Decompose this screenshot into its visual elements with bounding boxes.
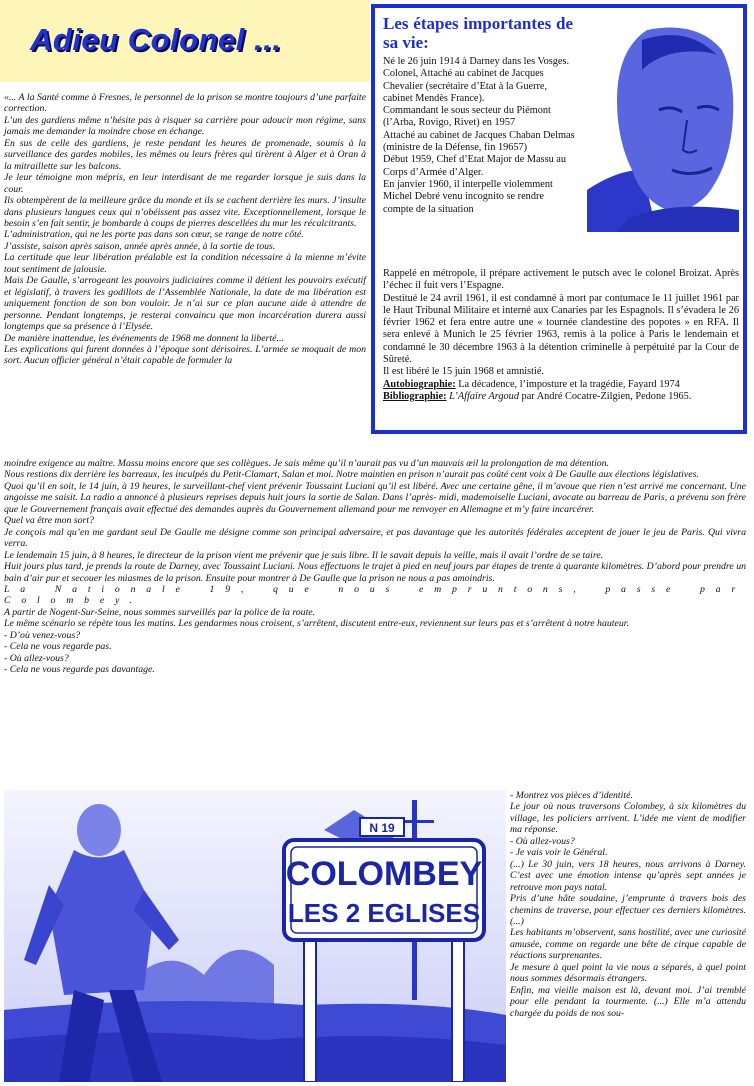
- biography-timeline-wide: [383, 268, 739, 403]
- narrative-paragraph: Le même scénario se répète tous les matins. Les gendarmes nous croisent, s’arrêtent, discutent entre-eux, reviennent sur leurs pas et s’arrêtent à notre hauteur.: [4, 618, 629, 630]
- bibliography-label: Bibliographie:: [383, 390, 447, 402]
- narrative-paragraph: Le jour où nous traversons Colombey, à six kilomètres du village, les policiers arrivent. L’idée me vient de modifier ma réponse.: [510, 801, 746, 836]
- narrative-paragraph: La certitude que leur libération préalable est la condition nécessaire à la mienne m’évite tout sentiment de jalousie.: [4, 252, 366, 275]
- biography-box: [371, 4, 747, 434]
- narrative-paragraph: Je mesure à quel point la vie nous a séparés, à quel point nous sommes désormais étrangers.: [510, 961, 746, 985]
- narrative-paragraph: moindre exigence au maître. Massu moins encore que ses collègues. Je sais même qu’il n’aurait pas vu d’un mauvais œil la prolongation de ma détention.: [4, 458, 610, 469]
- autobiography-text: La décadence, l’imposture et la tragédie, Fayard 1974: [455, 378, 680, 390]
- dialogue-line: - D’où venez-vous?: [4, 629, 81, 641]
- bio-entry: En janvier 1960, il interpelle violemment Michel Debré venu incognito se rendre compte de la situation: [383, 178, 553, 215]
- narrative-paragraph: Huit jours plus tard, je prends la route de Darney, avec Toussaint Luciani. Nous effectuons le trajet à pied en neuf jours par étapes de trente à quarante kilomètres. D’abord pour prendre un bain d’air pur et secouer les miasmes de la prison. Ensuite pour montrer à De Gaulle que la prison ne nous a pas amoindris.: [4, 561, 746, 584]
- autobiography-line: [383, 379, 739, 391]
- dialogue-line: - Où allez-vous?: [4, 652, 69, 664]
- sign-text-eglises: LES 2 EGLISES: [287, 898, 481, 928]
- narrative-paragraph: Pris d’une hâte soudaine, j’emprunte à travers bois des chemins de traverse, pour effectuer ces derniers kilomètres. (...): [510, 893, 746, 927]
- narrative-spaced-line: La Nationale 19, que nous empruntons, passe par Colombey.: [4, 583, 746, 607]
- bio-entry: Né le 26 juin 1914 à Darney dans les Vosges.: [383, 56, 570, 67]
- dialogue-line: - Montrez vos pièces d’identité.: [510, 790, 633, 801]
- narrative-full-width: [4, 458, 746, 676]
- bibliography-line: [383, 391, 739, 403]
- colombey-sign-photo: [4, 790, 506, 1082]
- narrative-paragraph: En sus de celle des gardiens, je reste pendant les heures de promenade, soumis à la surveillance des gardes mobiles, les mêmes ou leurs frères qui tirèrent à Alger et à Oran à la mitraillette sur les balcons.: [4, 137, 366, 172]
- bio-entry: Début 1959, Chef d’Etat Major de Massu au Corps d’Armée d’Alger.: [383, 154, 567, 178]
- biography-heading: Les étapes importantes de sa vie:: [383, 14, 573, 52]
- narrative-paragraph: L’administration, qui ne les porte pas dans son cœur, se range de notre côté.: [4, 229, 304, 241]
- title-banner: [0, 0, 370, 82]
- narrative-paragraph: Je leur témoigne mon mépris, en leur interdisant de me regarder lorsque je suis dans la cour.: [4, 172, 366, 195]
- narrative-paragraph: Nous restions dix derrière les barreaux, les inculpés du Petit-Clamart, Salan et moi. Notre maintien en prison n’aurait pas coûté cent voix à De Gaulle aux élections législatives.: [4, 469, 699, 481]
- bio-entry: Commandant le sous secteur du Piémont (l’Arba, Rovigo, Rivet) en 1957: [383, 105, 551, 129]
- narrative-paragraph: Je conçois mal qu’en me gardant seul De Gaulle me désigne comme son principal adversaire, et pas davantage que les autorités fédérales acceptent de jouer le jeu de Paris. Qui vivra verra.: [4, 526, 746, 550]
- bibliography-title: L’Affaire Argoud: [446, 390, 519, 402]
- narrative-paragraph: «... A la Santé comme à Fresnes, le personnel de la prison se montre toujours d’une parfaite correction.: [4, 92, 366, 115]
- narrative-paragraph: Le lendemain 15 juin, à 8 heures, le directeur de la prison vient me prévenir que je suis libre. Il le savait depuis la veille, mais il avait l’ordre de se taire.: [4, 549, 604, 561]
- dialogue-line: - Je vais voir le Général.: [510, 847, 608, 859]
- narrative-right-column: [510, 790, 746, 1019]
- narrative-paragraph: J’assiste, saison après saison, année après année, à la sortie de tous.: [4, 240, 276, 252]
- bibliography-text: par André Cocatre-Zilgien, Pedone 1965.: [518, 390, 692, 402]
- sign-text-colombey: COLOMBEY: [285, 855, 483, 893]
- narrative-paragraph: A partir de Nogent-Sur-Seine, nous sommes surveillés par la police de la route.: [4, 606, 316, 618]
- bio-entry: Il est libéré le 15 juin 1968 et amnistié.: [383, 366, 544, 378]
- dialogue-line: - Où allez-vous?: [510, 835, 575, 847]
- dialogue-line: - Cela ne vous regarde pas.: [4, 641, 112, 653]
- narrative-left-column: [4, 92, 366, 367]
- page-title: Adieu Colonel ...: [30, 22, 282, 57]
- narrative-paragraph: Ils obtempèrent de la meilleure grâce du monde et ils se cachent derrière les murs. J’insulte dans plusieurs langues ceux qui n’obéissent pas assez vite. Exceptionnellement, lorsque le besoin s’en fait sentir, je bombarde à coups de pierres descellées du mur les récalcitrants.: [4, 195, 366, 229]
- narrative-paragraph: Enfin, ma vieille maison est là, devant moi. J’ai tremblé pour elle pendant la tourmente. (...) Elle m’a attendu chargée du poids de nos sou-: [510, 984, 746, 1019]
- narrative-paragraph: Quoi qu’il en soit, le 14 juin, à 19 heures, le surveillant-chef vient prévenir Toussaint Luciani qu’il est libéré. Avec une certaine gêne, il m’avoue que rien n’est arrivé me concernant. Une angoisse me saisit. La radio a annoncé à plusieurs reprises depuis huit jours la sortie de Salan. Dans l’après- midi, mademoiselle Luciani, avocate au barreau de Paris, a prévenu son frère que le Gouvernement français avait effectué des demandes auprès du Gouvernement allemand pour me renvoyer en Allemagne et m’y faire incarcérer.: [4, 480, 746, 515]
- portrait-photo: [587, 20, 739, 232]
- narrative-paragraph: Mais De Gaulle, s’arrogeant les pouvoirs judiciaires comme il détient les pouvoirs exécutif et législatif, à travers les godillots de l’Assemblée Nationale, la date de ma libération est uniquement fonction de son bon vouloir. Je n’ai sur ce plan aucune aide à attendre de personne. Pendant longtemps, je resterai convaincu que mon incarcération durera aussi longtemps que sa présence à l’Elysée.: [4, 275, 366, 333]
- dialogue-line: - Cela ne vous regarde pas davantage.: [4, 664, 155, 676]
- biography-timeline-narrow: [383, 56, 575, 216]
- road-number-label: N 19: [369, 821, 395, 835]
- bio-entry: Rappelé en métropole, il prépare activement le putsch avec le colonel Broizat. Après l’échec il fuit vers l’Espagne.: [383, 268, 739, 292]
- bio-entry: Destitué le 24 avril 1961, il est condamné à mort par contumace le 11 juillet 1961 par le Haut Tribunal Militaire et interné aux Canaries par les Espagnols. Il s’évadera le 26 février 1962 et fera entre autre une « tournée clandestine des popotes » en RFA. Il sera enlevé à Munich le 25 février 1963, remis à la police à Paris le lendemain et condamné le 30 décembre 1963 à la détention criminelle à perpétuité par la Cour de Sûreté.: [383, 292, 739, 366]
- narrative-paragraph: (...) Le 30 juin, vers 18 heures, nous arrivons à Darney. C’est avec une émotion intense qu’après sept années je retrouve mon pays natal.: [510, 858, 746, 893]
- narrative-paragraph: L’un des gardiens même n’hésite pas à risquer sa carrière pour adoucir mon régime, sans jamais me demander la moindre chose en échange.: [4, 114, 366, 138]
- narrative-paragraph: Les habitants m’observent, sans hostilité, avec une curiosité amusée, comme on regarde une bête de cirque capable de réactions surprenantes.: [510, 927, 746, 962]
- autobiography-label: Autobiographie:: [383, 378, 456, 390]
- narrative-paragraph: Quel va être mon sort?: [4, 515, 94, 527]
- bio-entry: Attaché au cabinet de Jacques Chaban Delmas (ministre de la Défense, fin 19657): [383, 129, 575, 154]
- narrative-paragraph: Les explications qui furent données à l’époque sont dérisoires. L’armée se moquait de mon sort. Aucun officier général n’était capable de formuler la: [4, 343, 366, 367]
- bio-entry: Colonel, Attaché au cabinet de Jacques Chevalier (secrétaire d’Etat à la Guerre, cabinet Mendès France).: [383, 68, 548, 104]
- narrative-paragraph: De manière inattendue, les événements de 1968 me donnent la liberté...: [4, 332, 284, 344]
